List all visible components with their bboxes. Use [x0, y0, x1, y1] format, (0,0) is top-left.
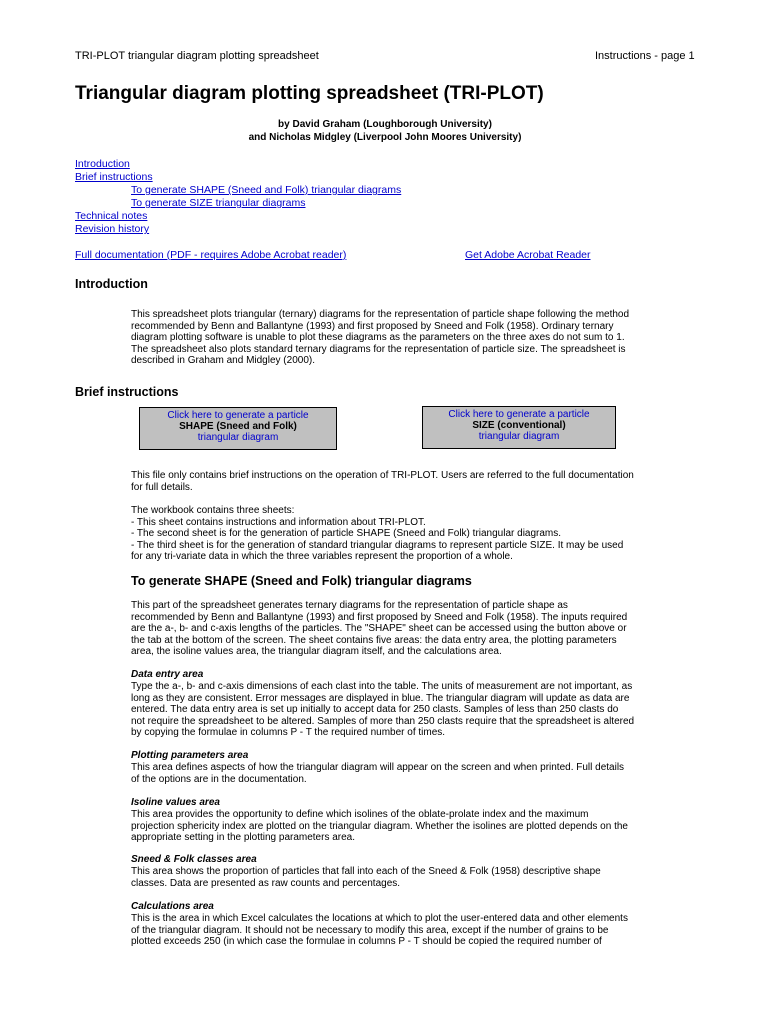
subheading-plotting-parameters: Plotting parameters area: [131, 750, 249, 761]
toc-link-introduction[interactable]: Introduction: [75, 158, 130, 170]
author-line-1: by David Graham (Loughborough University): [278, 119, 492, 130]
generate-size-button-line1: Click here to generate a particle: [448, 409, 590, 420]
brief-paragraph-1: This file only contains brief instructions on the operation of TRI-PLOT. Users are referred to the full documentation for full details.: [131, 470, 634, 493]
toc-link-revision-history[interactable]: Revision history: [75, 223, 150, 235]
toc-link-brief-instructions[interactable]: Brief instructions: [75, 171, 153, 183]
subheading-calculations: Calculations area: [131, 901, 214, 912]
get-acrobat-link[interactable]: Get Adobe Acrobat Reader: [465, 249, 591, 261]
subheading-data-entry: Data entry area: [131, 669, 204, 680]
plotting-parameters-paragraph: This area defines aspects of how the triangular diagram will appear on the screen and when printed. Full details of the options are in the documentation.: [131, 762, 625, 785]
generate-size-button-line3: triangular diagram: [478, 431, 560, 442]
sneed-folk-classes-paragraph: This area shows the proportion of particles that fall into each of the Sneed & Folk (1958) descriptive shape classes. Data are presented as raw counts and percentages.: [131, 866, 601, 889]
generate-shape-button-line3: triangular diagram: [197, 432, 279, 443]
data-entry-paragraph: Type the a-, b- and c-axis dimensions of each clast into the table. The units of measurement are not important, as long as they are consistent. Error messages are displayed in blue. The triangular diagram will update as data are entered. The data entry area is set up initially to accept data for 250 clasts. Samples of less than 250 clasts do not require the spreadsheet to be altered. Samples of more than 250 clasts require that the spreadsheet is altered by copying the formulae in columns P - T the required number of times.: [131, 681, 635, 738]
generate-size-button[interactable]: [422, 406, 616, 449]
generate-size-button-line2: SIZE (conventional): [472, 420, 566, 431]
running-header-title: TRI-PLOT triangular diagram plotting spreadsheet: [75, 50, 319, 62]
introduction-paragraph: This spreadsheet plots triangular (ternary) diagrams for the representation of particle shape following the method recommended by Benn and Ballantyne (1993) and first proposed by Sneed and Folk (1958). Ordinary ternary diagram plotting software is unable to plot these diagrams as the parameters on the three axes do not sum to 1. The spreadsheet also plots standard ternary diagrams for the representation of particle size. The spreadsheet is described in Graham and Midgley (2000).: [131, 309, 630, 366]
heading-introduction: Introduction: [75, 277, 148, 291]
generate-shape-button[interactable]: [139, 407, 337, 450]
generate-shape-button-line2: SHAPE (Sneed and Folk): [179, 421, 297, 432]
heading-shape-diagrams: To generate SHAPE (Sneed and Folk) triangular diagrams: [131, 574, 472, 588]
generate-shape-button-line1: Click here to generate a particle: [167, 410, 309, 421]
author-line-2: and Nicholas Midgley (Liverpool John Moores University): [248, 132, 522, 143]
running-header-page: Instructions - page 1: [595, 50, 695, 62]
shape-intro-paragraph: This part of the spreadsheet generates ternary diagrams for the representation of particle shape as recommended by Benn and Ballantyne (1993) and first proposed by Sneed and Folk (1958). The inputs required are the a-, b- and c-axis lengths of the particles. The "SHAPE" sheet can be accessed using the button above or the tab at the bottom of the screen. The sheet contains five areas: the data entry area, the plotting parameters area, the isoline values area, the triangular diagram itself, and the calculations area.: [131, 600, 628, 657]
toc-link-shape[interactable]: To generate SHAPE (Sneed and Folk) triangular diagrams: [131, 184, 402, 196]
brief-paragraph-2: The workbook contains three sheets: - This sheet contains instructions and information about TRI-PLOT. - The second sheet is for the generation of particle SHAPE (Sneed and Folk) triangular diagrams. - The third sheet is for the generation of standard triangular diagrams to represent particle SIZE. It may be used for any tri-variate data in which the three variables represent the proportion of a whole.: [131, 505, 624, 562]
page-title: Triangular diagram plotting spreadsheet (TRI-PLOT): [75, 83, 544, 104]
calculations-paragraph: This is the area in which Excel calculates the locations at which to plot the user-entered data and other elements of the triangular diagram. It should not be necessary to modify this area, except if the number of grains to be plotted exceeds 250 (in which case the formulae in columns P - T should be copied the required number of: [131, 913, 628, 947]
subheading-sneed-folk-classes: Sneed & Folk classes area: [131, 854, 257, 865]
subheading-isoline-values: Isoline values area: [131, 797, 220, 808]
full-documentation-link[interactable]: Full documentation (PDF - requires Adobe Acrobat reader): [75, 249, 347, 261]
heading-brief-instructions: Brief instructions: [75, 385, 179, 399]
isoline-values-paragraph: This area provides the opportunity to define which isolines of the oblate-prolate index and the maximum projection sphericity index are plotted on the triangular diagram. Whether the isolines are plotted depends on the appropriate setting in the plotting parameters area.: [131, 809, 628, 843]
toc-link-size[interactable]: To generate SIZE triangular diagrams: [131, 197, 306, 209]
toc-link-technical-notes[interactable]: Technical notes: [75, 210, 148, 222]
